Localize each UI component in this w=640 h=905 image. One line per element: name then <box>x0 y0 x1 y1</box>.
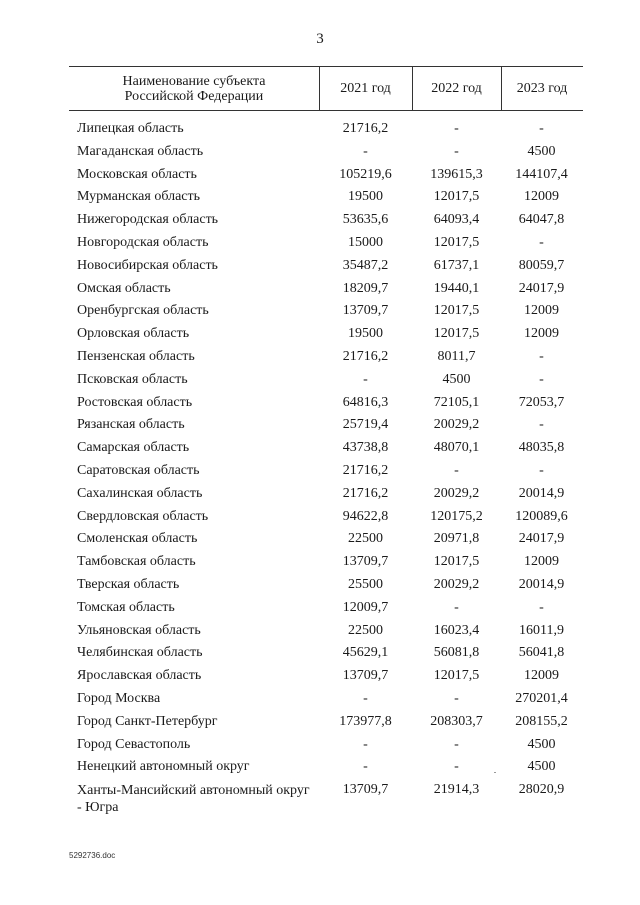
table-row <box>69 186 583 209</box>
value-2022: 139615,3 <box>430 166 483 182</box>
value-2023: 4500 <box>527 759 556 775</box>
subject-name: Новосибирская область <box>77 257 218 273</box>
value-2022: 12017,5 <box>433 326 480 342</box>
table-row <box>69 118 583 141</box>
header-divider <box>319 67 320 110</box>
value-2022: 20971,8 <box>433 531 480 547</box>
subject-name: Свердловская область <box>77 508 209 524</box>
value-2022: - <box>454 121 459 136</box>
header-divider <box>412 67 413 110</box>
table-row <box>69 528 583 551</box>
subject-name: Город Москва <box>77 690 161 706</box>
value-2022: 20029,2 <box>433 576 480 592</box>
value-2021: 15000 <box>348 234 383 250</box>
value-2021: - <box>363 736 368 752</box>
subject-name: Ульяновская область <box>77 622 201 638</box>
value-2023: 144107,4 <box>515 166 568 182</box>
value-2023: - <box>539 348 544 364</box>
subject-name: Смоленская область <box>77 531 198 547</box>
subject-name: Рязанская область <box>77 417 185 433</box>
value-2022: 21914,3 <box>433 782 480 798</box>
value-2022: 12017,5 <box>433 234 480 250</box>
header-divider <box>501 67 502 110</box>
value-2021: 13709,7 <box>342 782 389 798</box>
value-2021: 43738,8 <box>342 440 389 456</box>
value-2021: 21716,2 <box>342 348 389 364</box>
value-2023: - <box>539 234 544 250</box>
value-2022: - <box>454 462 459 478</box>
value-2022: - <box>454 599 459 615</box>
subject-name: Тверская область <box>77 576 180 592</box>
subject-name: Ханты-Мансийский автономный округ - Югра <box>77 783 310 816</box>
value-2022: 120175,2 <box>430 508 483 524</box>
value-2023: 24017,9 <box>518 531 565 547</box>
value-2022: 48070,1 <box>433 440 480 456</box>
header-year-2022: 2022 год <box>431 81 482 96</box>
table-row <box>69 164 583 187</box>
value-2021: 64816,3 <box>342 394 389 410</box>
table-row <box>69 460 583 483</box>
value-2021: 21716,2 <box>342 121 389 136</box>
value-2023: 12009 <box>524 326 559 342</box>
table-row <box>69 437 583 460</box>
value-2023: 20014,9 <box>518 576 565 592</box>
value-2021: 21716,2 <box>342 485 389 501</box>
table-row <box>69 597 583 620</box>
value-2023: 12009 <box>524 189 559 205</box>
subject-name: Тамбовская область <box>77 554 196 570</box>
header-subject-name-line1: Наименование субъекта <box>122 73 266 89</box>
value-2022: 12017,5 <box>433 303 480 319</box>
table-row <box>69 300 583 323</box>
value-2023: 12009 <box>524 668 559 684</box>
value-2022: 208303,7 <box>430 713 483 729</box>
value-2023: - <box>539 417 544 433</box>
table-row <box>69 278 583 301</box>
subject-name: Самарская область <box>77 440 190 456</box>
subject-name: Челябинская область <box>77 645 203 661</box>
subject-name: Нижегородская область <box>77 212 219 228</box>
value-2022: 12017,5 <box>433 554 480 570</box>
value-2023: 208155,2 <box>515 713 568 729</box>
value-2021: - <box>363 143 368 159</box>
subject-name: Московская область <box>77 166 197 182</box>
value-2021: 94622,8 <box>342 508 389 524</box>
subject-name: Магаданская область <box>77 143 204 159</box>
table-row <box>69 688 583 711</box>
document-code: 5292736.doc <box>69 851 116 860</box>
header-subject-name-line2: Российской Федерации <box>124 88 264 104</box>
table-row <box>69 483 583 506</box>
table-body <box>69 118 583 819</box>
value-2021: 105219,6 <box>339 166 392 182</box>
value-2023: 4500 <box>527 736 556 752</box>
value-2022: 72105,1 <box>433 394 480 410</box>
subject-name: Саратовская область <box>77 462 200 478</box>
subject-name: Оренбургская область <box>77 303 209 319</box>
value-2023: 28020,9 <box>518 782 565 798</box>
value-2021: 25500 <box>348 576 383 592</box>
value-2021: - <box>363 759 368 775</box>
value-2022: 4500 <box>442 371 471 387</box>
scan-speck <box>494 772 496 773</box>
value-2022: 20029,2 <box>433 485 480 501</box>
value-2021: 25719,4 <box>342 417 389 433</box>
subject-name: Липецкая область <box>77 121 184 136</box>
value-2021: - <box>363 690 368 706</box>
table-row <box>69 209 583 232</box>
value-2023: 12009 <box>524 303 559 319</box>
value-2021: 35487,2 <box>342 257 389 273</box>
table-row <box>69 620 583 643</box>
value-2023: - <box>539 462 544 478</box>
value-2023: 16011,9 <box>519 622 564 638</box>
value-2021: - <box>363 371 368 387</box>
value-2023: 56041,8 <box>518 645 565 661</box>
value-2023: 4500 <box>527 143 556 159</box>
header-year-2023: 2023 год <box>516 81 568 96</box>
subject-name: Орловская область <box>77 326 190 342</box>
value-2021: 13709,7 <box>342 554 389 570</box>
value-2023: 12009 <box>524 554 559 570</box>
value-2022: 61737,1 <box>433 257 480 273</box>
subject-name: Омская область <box>77 280 171 296</box>
subject-name: Пензенская область <box>77 348 195 364</box>
value-2021: 21716,2 <box>342 462 389 478</box>
header-year-2021: 2021 год <box>340 81 391 96</box>
value-2023: - <box>539 599 544 615</box>
value-2023: 24017,9 <box>518 280 565 296</box>
value-2022: - <box>454 736 459 752</box>
value-2021: 13709,7 <box>342 303 389 319</box>
value-2022: 12017,5 <box>433 668 480 684</box>
page-number: 3 <box>316 31 324 47</box>
table-row <box>69 756 583 779</box>
value-2021: 13709,7 <box>342 668 389 684</box>
value-2022: 8011,7 <box>437 348 476 364</box>
table-row <box>69 734 583 757</box>
value-2021: 22500 <box>348 531 383 547</box>
value-2021: 53635,6 <box>342 212 389 228</box>
table-row <box>69 392 583 415</box>
value-2021: 19500 <box>348 326 383 342</box>
table-row <box>69 506 583 529</box>
value-2022: 19440,1 <box>433 280 480 296</box>
table-row <box>69 711 583 734</box>
value-2023: 20014,9 <box>518 485 565 501</box>
value-2021: 22500 <box>348 622 383 638</box>
value-2023: 80059,7 <box>518 257 565 273</box>
table-row <box>69 574 583 597</box>
subject-name: Сахалинская область <box>77 485 203 501</box>
table-row <box>69 642 583 665</box>
subject-name: Томская область <box>77 599 175 615</box>
value-2022: - <box>454 690 459 706</box>
value-2022: 64093,4 <box>433 212 480 228</box>
table-row <box>69 414 583 437</box>
value-2023: 64047,8 <box>518 212 565 228</box>
table-row <box>69 665 583 688</box>
value-2023: 48035,8 <box>518 440 565 456</box>
subject-name: Город Санкт-Петербург <box>77 713 218 729</box>
value-2021: 45629,1 <box>342 645 389 661</box>
value-2023: 120089,6 <box>515 508 568 524</box>
value-2022: 12017,5 <box>433 189 480 205</box>
subject-name: Ненецкий автономный округ <box>77 759 250 775</box>
table-row <box>69 232 583 255</box>
value-2022: 20029,2 <box>433 417 480 433</box>
value-2023: - <box>539 371 544 387</box>
subject-name: Мурманская область <box>77 189 201 205</box>
header-subject-name <box>69 67 319 110</box>
table-row <box>69 141 583 164</box>
subsidy-table <box>69 66 583 816</box>
value-2022: 56081,8 <box>433 645 480 661</box>
table-row <box>69 551 583 574</box>
value-2021: 12009,7 <box>342 599 389 615</box>
subject-name: Новгородская область <box>77 234 209 250</box>
table-row <box>69 346 583 369</box>
subject-name: Город Севастополь <box>77 736 191 752</box>
value-2021: 19500 <box>348 189 383 205</box>
value-2021: 173977,8 <box>339 713 392 729</box>
table-header <box>69 66 583 111</box>
value-2023: 270201,4 <box>515 690 568 706</box>
value-2023: - <box>539 121 544 136</box>
table-row <box>69 255 583 278</box>
value-2021: 18209,7 <box>342 280 389 296</box>
table-row <box>69 369 583 392</box>
value-2022: - <box>454 759 459 775</box>
table-row <box>69 779 583 819</box>
value-2023: 72053,7 <box>518 394 565 410</box>
subject-name: Ростовская область <box>77 394 193 410</box>
subject-name: Псковская область <box>77 371 188 387</box>
value-2022: - <box>454 143 459 159</box>
subject-name: Ярославская область <box>77 668 202 684</box>
value-2022: 16023,4 <box>433 622 480 638</box>
table-row <box>69 323 583 346</box>
